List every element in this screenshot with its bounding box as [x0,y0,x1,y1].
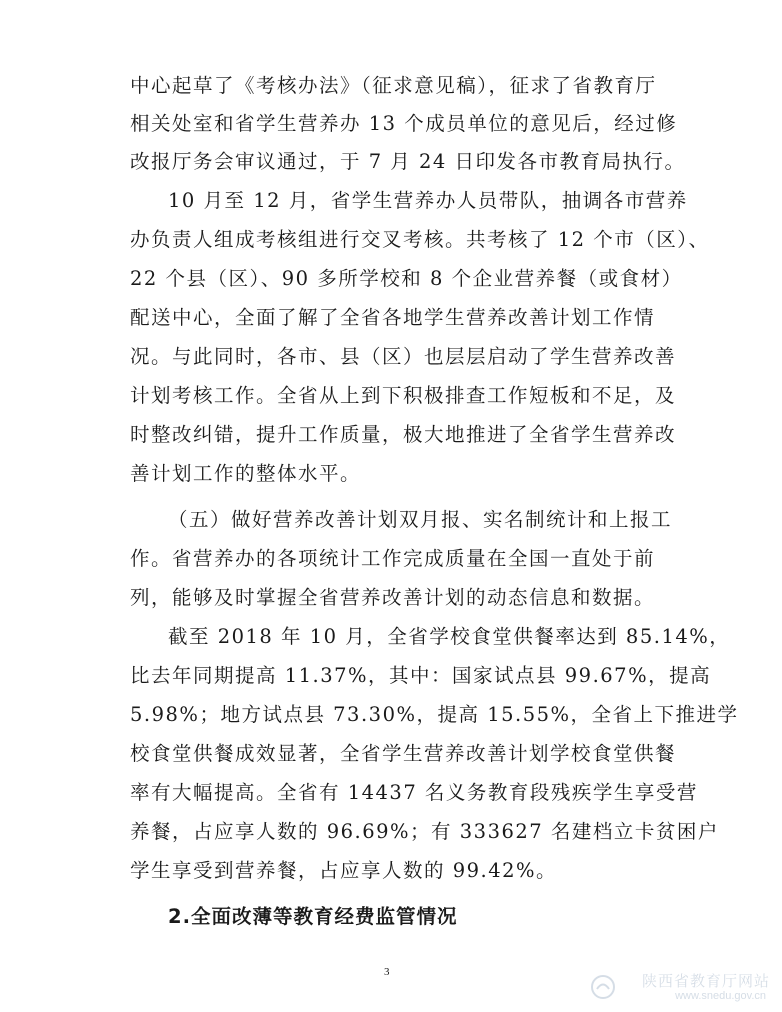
paragraph-line: 计划考核工作。全省从上到下积极排查工作短板和不足，及 [130,384,677,407]
paragraph-line: 办负责人组成考核组进行交叉考核。共考核了 12 个市（区）、 [130,228,710,251]
watermark-url: www.snedu.gov.cn [675,990,766,1002]
section-heading: 2.全面改薄等教育经费监管情况 [168,905,458,928]
paragraph-line: 列，能够及时掌握全省营养改善计划的动态信息和数据。 [130,586,656,609]
paragraph-line: （五）做好营养改善计划双月报、实名制统计和上报工 [168,508,673,531]
watermark-text: 陕西省教育厅网站 [641,972,770,990]
paragraph-line: 校食堂供餐成效显著，全省学生营养改善计划学校食堂供餐 [130,742,677,765]
paragraph-line: 作。省营养办的各项统计工作完成质量在全国一直处于前 [130,547,656,570]
paragraph-line: 况。与此同时，各市、县（区）也层层启动了学生营养改善 [130,345,677,368]
paragraph-line: 学生享受到营养餐，占应享人数的 99.42%。 [130,859,558,882]
site-watermark [590,970,770,1006]
page-number: 3 [384,966,390,978]
paragraph-line: 中心起草了《考核办法》（征求意见稿），征求了省教育厅 [130,74,657,97]
paragraph-line: 截至 2018 年 10 月，全省学校食堂供餐率达到 85.14%， [168,625,731,648]
paragraph-line: 比去年同期提高 11.37%，其中：国家试点县 99.67%，提高 [130,664,712,687]
paragraph-line: 改报厅务会审议通过，于 7 月 24 日印发各市教育局执行。 [130,150,686,173]
paragraph-line: 时整改纠错，提升工作质量，极大地推进了全省学生营养改 [130,423,677,446]
paragraph-line: 22 个县（区）、90 多所学校和 8 个企业营养餐（或食材） [130,267,683,290]
paragraph-line: 10 月至 12 月，省学生营养办人员带队，抽调各市营养 [168,189,688,212]
watermark-logo-icon [590,974,616,1000]
paragraph-line: 善计划工作的整体水平。 [130,462,362,485]
paragraph-line: 养餐，占应享人数的 96.69%；有 333627 名建档立卡贫困户 [130,820,719,843]
paragraph-line: 配送中心，全面了解了全省各地学生营养改善计划工作情 [130,306,656,329]
paragraph-line: 相关处室和省学生营养办 13 个成员单位的意见后，经过修 [130,112,678,135]
paragraph-line: 率有大幅提高。全省有 14437 名义务教育段残疾学生享受营 [130,781,698,804]
paragraph-line: 5.98%；地方试点县 73.30%，提高 15.55%，全省上下推进学 [130,703,739,726]
